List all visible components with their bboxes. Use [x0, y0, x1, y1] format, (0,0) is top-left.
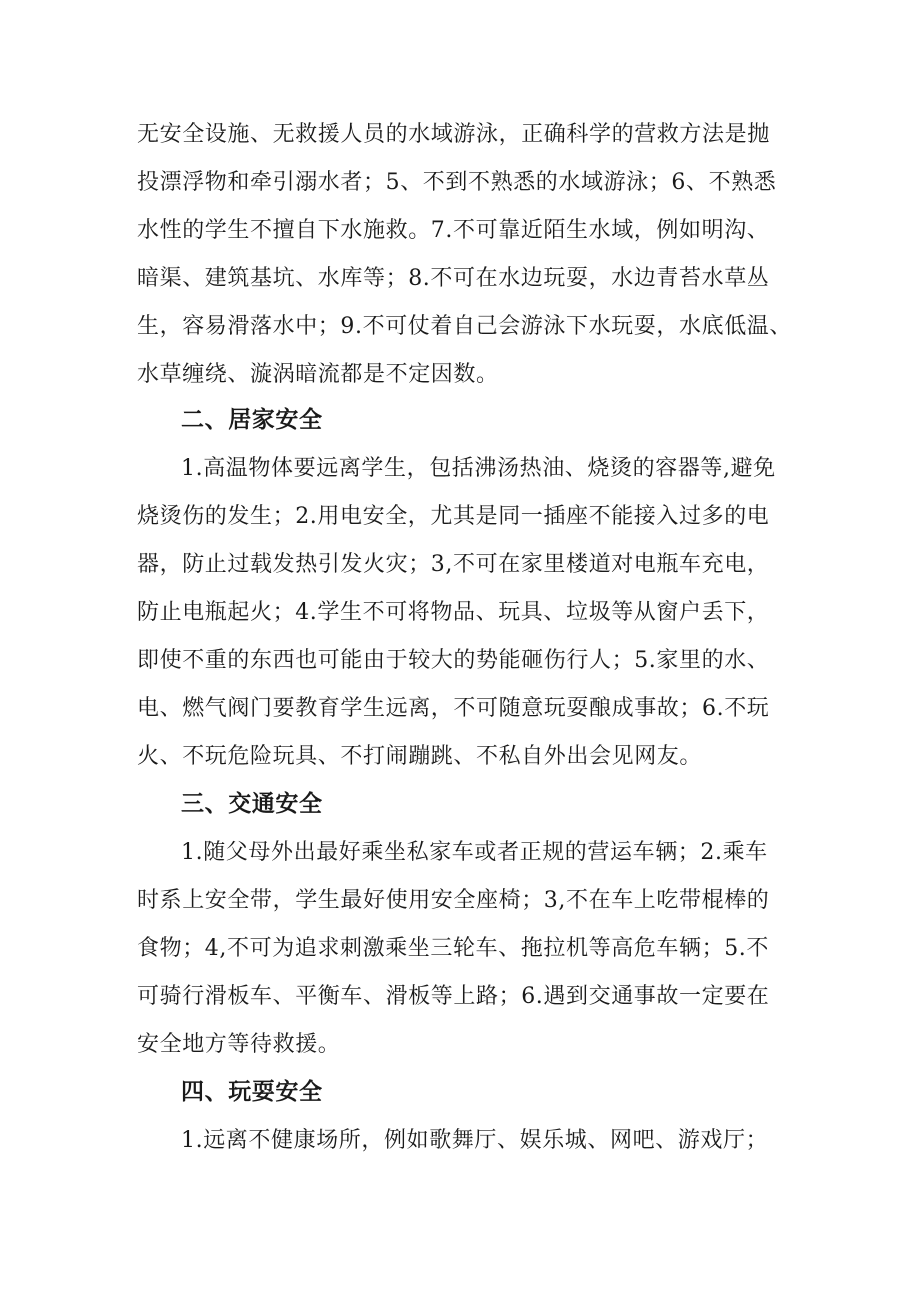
section-heading-play-safety: 四、玩耍安全: [181, 1078, 323, 1105]
paragraph-line: 安全地方等待救援。: [137, 1032, 341, 1057]
paragraph-line: 水性的学生不擅自下水施救。7.不可靠近陌生水域，例如明沟、: [137, 218, 770, 243]
paragraph-line: 投漂浮物和牵引溺水者；5、不到不熟悉的水域游泳；6、不熟悉: [137, 170, 777, 195]
paragraph-line: 电、燃气阀门要教育学生远离，不可随意玩耍酿成事故；6.不玩: [137, 696, 770, 721]
paragraph-line: 水草缠绕、漩涡暗流都是不定因数。: [137, 362, 499, 387]
paragraph-line: 生，容易滑落水中；9.不可仗着自己会游泳下水玩耍，水底低温、: [137, 314, 792, 339]
paragraph-line: 无安全设施、无救援人员的水域游泳，正确科学的营救方法是抛: [137, 122, 770, 147]
paragraph-line: 可骑行滑板车、平衡车、滑板等上路；6.遇到交通事故一定要在: [137, 984, 770, 1009]
paragraph-line: 火、不玩危险玩具、不打闹蹦跳、不私自外出会见网友。: [137, 744, 703, 769]
section-heading-traffic-safety: 三、交通安全: [181, 790, 323, 817]
paragraph-line: 1.远离不健康场所，例如歌舞厅、娱乐城、网吧、游戏厅；: [181, 1128, 769, 1153]
paragraph-line: 即使不重的东西也可能由于较大的势能砸伤行人；5.家里的水、: [137, 648, 770, 673]
paragraph-line: 暗渠、建筑基坑、水库等；8.不可在水边玩耍，水边青苔水草丛: [137, 266, 770, 291]
paragraph-line: 时系上安全带，学生最好使用安全座椅；3,不在车上吃带棍棒的: [137, 888, 770, 913]
paragraph-line: 防止电瓶起火；4.学生不可将物品、玩具、垃圾等从窗户丢下，: [137, 600, 770, 625]
paragraph-line: 烧烫伤的发生；2.用电安全，尤其是同一插座不能接入过多的电: [137, 504, 770, 529]
paragraph-line: 1.随父母外出最好乘坐私家车或者正规的营运车辆；2.乘车: [181, 840, 768, 865]
paragraph-line: 器，防止过载发热引发火灾；3,不可在家里楼道对电瓶车充电，: [137, 552, 770, 577]
paragraph-line: 1.高温物体要远离学生，包括沸汤热油、烧烫的容器等,避免: [181, 456, 776, 481]
paragraph-line: 食物；4,不可为追求刺激乘坐三轮车、拖拉机等高危车辆；5.不: [137, 936, 769, 961]
section-heading-home-safety: 二、居家安全: [181, 406, 323, 433]
